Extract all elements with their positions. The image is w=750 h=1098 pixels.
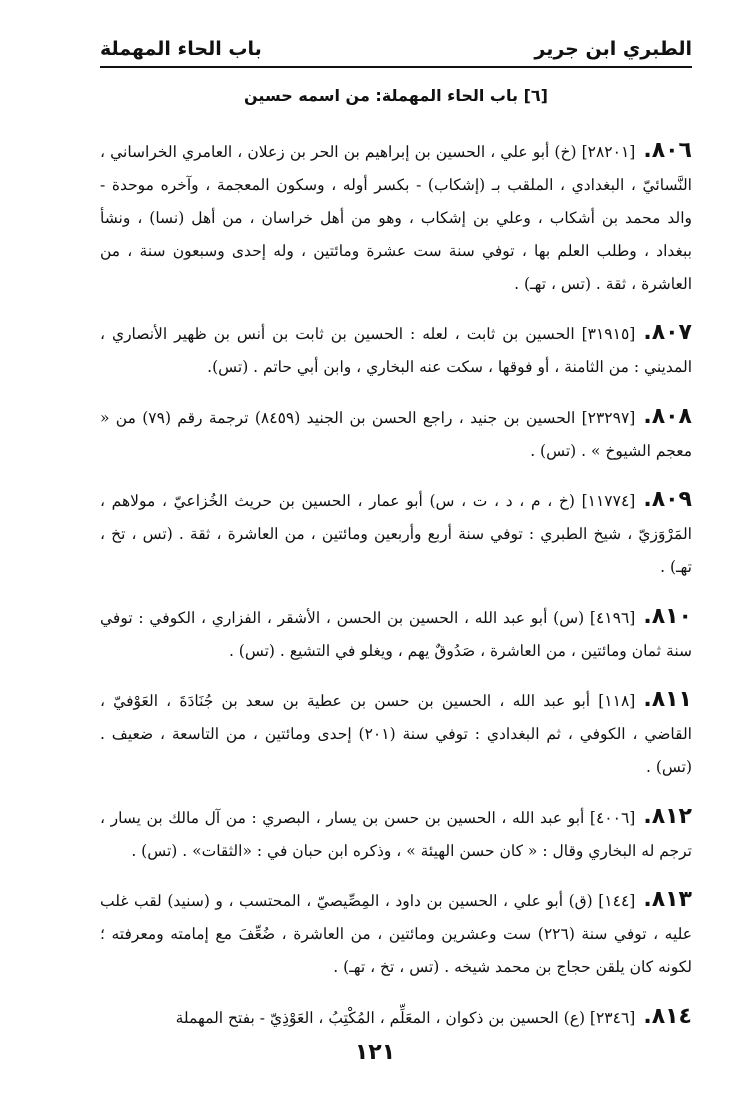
entry-814: [100, 1000, 692, 1035]
entry-806: [100, 134, 692, 301]
entry-text: [١٤٤] (ق) أبو علي ، الحسين بن داود ، المِصِّيصيّ ، المحتسب ، و (سنيد) لقب غلب عليه ، توفي سنة (٢٢٦) ست وعشرين ومائتين ، من العاشرة ، ضُعِّفَ مع إمامته ومعرفته ؛ لكونه كان يلقن حجاج بن محمد شيخه . (تس ، تخ ، تهـ) .: [100, 892, 692, 976]
entry-text: [١١٨] أبو عبد الله ، الحسين بن حسن بن عطية بن سعد بن جُنَادَةَ ، العَوْفيّ ، القاضي ، الكوفي ، ثم البغدادي : توفي سنة (٢٠١) إحدى ومائتين ، من التاسعة ، ضعيف . (تس) .: [100, 692, 692, 776]
entry-number: ٨٠٦.: [643, 137, 692, 163]
running-header: [100, 28, 692, 68]
entry-811: [100, 683, 692, 784]
entry-number: ٨١٤.: [643, 1003, 692, 1029]
entry-number: ٨١٣.: [643, 887, 692, 912]
page-number: ١٢١: [354, 1040, 396, 1065]
entry-text: [١١٧٧٤] (خ ، م ، د ، ت ، س) أبو عمار ، الحسين بن حريث الخُزاعيّ ، مولاهم ، المَرْوَزيّ ، شيخ الطبري : توفي سنة أربع وأربعين ومائتين ، من العاشرة ، ثقة . (تس ، تخ ، تهـ) .: [100, 492, 692, 576]
entry-number: ٨١٠.: [643, 603, 692, 629]
entry-text: [٢٨٢٠١] (خ) أبو علي ، الحسين بن إبراهيم بن الحر بن زعلان ، العامري الخراساني ، النَّسائيّ ، البغدادي ، الملقب بـ (إشكاب) - بكسر أوله ، وسكون المعجمة ، وآخره موحدة - والد محمد بن أشكاب ، وعلي بن إشكاب ، وهو من أهل خراسان ، من أهل (نسا) ، ونشأ ببغداد ، وطلب العلم بها ، توفي سنة ست عشرة ومائتين ، وله إحدى وسبعون سنة ، من العاشرة ، ثقة . (تس ، تهـ) .: [100, 142, 692, 293]
entry-text: [٢٣٢٩٧] الحسين بن جنيد ، راجع الحسن بن الجنيد (٨٤٥٩) ترجمة رقم (٧٩) من « معجم الشيوخ » . (تس) .: [100, 408, 692, 460]
entry-number: ٨١١.: [643, 687, 692, 712]
entry-812: [100, 800, 692, 868]
entry-809: [100, 483, 692, 584]
entries-list: [100, 118, 692, 1041]
header-chapter-title: باب الحاء المهملة: [100, 38, 262, 60]
entry-text: [٢٣٤٦] (ع) الحسين بن ذكوان ، المعَلِّم ، المُكْتِبُ ، العَوْذِيّ - بفتح المهملة: [175, 1008, 636, 1027]
entry-807: [100, 316, 692, 384]
entry-number: ٨٠٨.: [643, 403, 692, 429]
entry-text: [٤٠٠٦] أبو عبد الله ، الحسين بن حسن بن يسار ، البصري : من آل مالك بن يسار ، ترجم له البخاري وقال : « كان حسن الهيئة » ، وذكره ابن حبان في : «الثقات» . (تس) .: [100, 808, 692, 860]
entry-number: ٨١٢.: [643, 803, 692, 829]
header-book-title: الطبري ابن جرير: [534, 38, 692, 60]
entry-808: [100, 400, 692, 468]
entry-text: [٣١٩١٥] الحسين بن ثابت ، لعله : الحسين بن ثابت بن أنس بن ظهير الأنصاري ، المديني : من الثامنة ، أو فوقها ، سكت عنه البخاري ، وابن أبي حاتم . (تس).: [100, 325, 692, 376]
entry-text: [٤١٩٦] (س) أبو عبد الله ، الحسين بن الحسن ، الأشقر ، الفزاري ، الكوفي : توفي سنة ثمان ومائتين ، من العاشرة ، صَدُوقٌ يهم ، ويغلو في التشيع . (تس) .: [100, 608, 692, 660]
section-title: [٦] باب الحاء المهملة: من اسمه حسين: [244, 86, 548, 105]
entry-number: ٨٠٩.: [643, 487, 692, 512]
entry-813: [100, 883, 692, 984]
entry-810: [100, 600, 692, 668]
entry-number: ٨٠٧.: [643, 320, 692, 345]
